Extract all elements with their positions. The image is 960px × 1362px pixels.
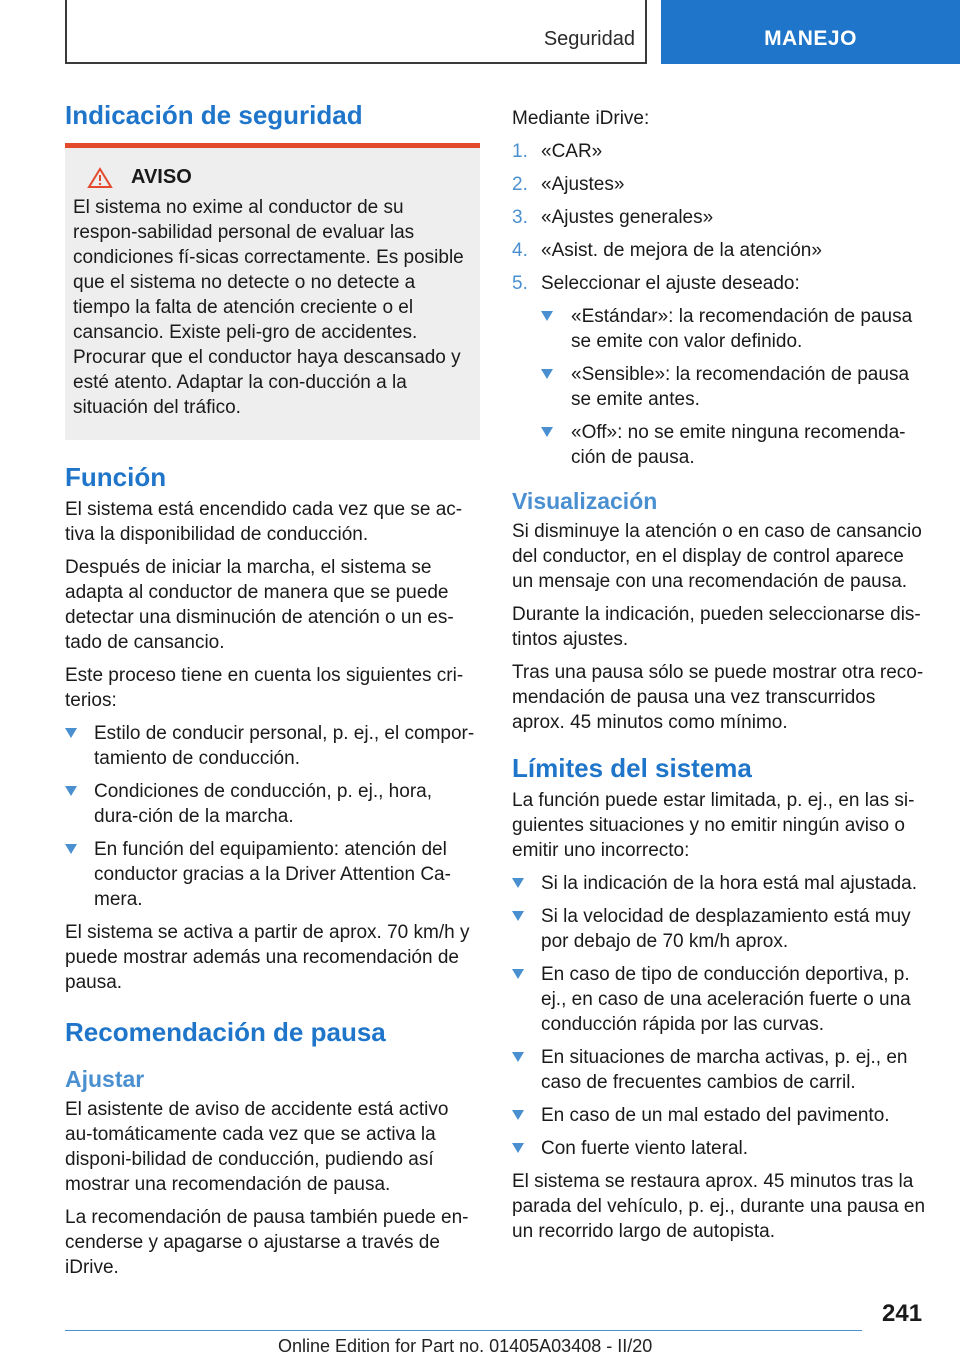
list-item-text: «Estándar»: la recomendación de pausa se emite con valor definido. [571, 306, 913, 352]
list-item-text: «Asist. de mejora de la atención» [541, 240, 822, 261]
list-item [541, 304, 930, 354]
bullet-triangle-icon [65, 844, 77, 854]
limits-list [512, 871, 930, 1161]
options-list [541, 304, 930, 470]
footer-edition: Online Edition for Part no. 01405A03408 - II/20 [278, 1336, 653, 1356]
list-item [512, 238, 930, 263]
right-column [512, 100, 930, 1252]
list-item [512, 139, 930, 164]
bullet-triangle-icon [512, 1052, 524, 1062]
bullet-triangle-icon [512, 1143, 524, 1153]
heading-funcion: Función [65, 462, 167, 492]
list-item [512, 172, 930, 197]
paragraph: Este proceso tiene en cuenta los siguientes cri-terios: [65, 665, 464, 711]
list-item-text: «Sensible»: la recomendación de pausa se emite antes. [571, 364, 910, 410]
header-section-title: Seguridad [543, 28, 635, 50]
bullet-triangle-icon [541, 369, 553, 379]
criteria-list [65, 721, 480, 912]
list-item-text: Si la velocidad de desplazamiento está muy por debajo de 70 km/h aprox. [541, 906, 911, 952]
warning-text: El sistema no exime al conductor de su respon-sabilidad personal de evaluar las condiciones fí-sicas correctamente. Es posible que el sistema no detecte o no detecte a tiempo la falta de atención creciente o el cansancio. Existe peli-gro de accidentes. Procurar que el conductor haya descansado y esté atento. Adaptar la con-ducción a la situación del tráfico. [73, 197, 464, 418]
list-item-text: «Ajustes generales» [541, 207, 714, 228]
list-item-text: En situaciones de marcha activas, p. ej., en caso de frecuentes cambios de carril. [541, 1047, 908, 1093]
paragraph: El asistente de aviso de accidente está activo au-tomáticamente cada vez que se activa la disponi-bilidad de conducción, pudiendo así mostrar una recomendación de pausa. [65, 1099, 449, 1195]
paragraph: Después de iniciar la marcha, el sistema se adapta al conductor de manera que se puede detectar una disminución de atención o un es-tado de cansancio. [65, 557, 454, 653]
paragraph: Tras una pausa sólo se puede mostrar otra reco-mendación de pausa una vez transcurridos aprox. 45 minutos como mínimo. [512, 662, 924, 733]
paragraph: La recomendación de pausa también puede en-cenderse y apagarse o ajustarse a través de iDrive. [65, 1207, 469, 1278]
list-item-text: Condiciones de conducción, p. ej., hora, dura-ción de la marcha. [94, 781, 432, 827]
heading-visualizacion: Visualización [512, 488, 658, 514]
list-item [512, 871, 930, 896]
list-item [512, 1045, 930, 1095]
paragraph: La función puede estar limitada, p. ej., en las si-guientes situaciones y no emitir ningún aviso o emitir uno incorrecto: [512, 790, 915, 861]
paragraph: El sistema se activa a partir de aprox. 70 km/h y puede mostrar además una recomendación de pausa. [65, 922, 470, 993]
list-item-text: «CAR» [541, 141, 603, 162]
list-item [65, 721, 480, 771]
bullet-triangle-icon [512, 878, 524, 888]
list-item [65, 779, 480, 829]
list-item [512, 962, 930, 1037]
list-item-text: Estilo de conducir personal, p. ej., el compor-tamiento de conducción. [94, 723, 475, 769]
heading-recomendacion: Recomendación de pausa [65, 1017, 386, 1047]
list-item-text: «Ajustes» [541, 174, 625, 195]
bullet-triangle-icon [512, 911, 524, 921]
bullet-triangle-icon [541, 311, 553, 321]
step-number: 1. [512, 141, 528, 162]
page-number: 241 [882, 1300, 923, 1327]
paragraph: Mediante iDrive: [512, 108, 650, 129]
warning-box [65, 148, 480, 440]
list-item [512, 904, 930, 954]
bullet-triangle-icon [65, 786, 77, 796]
section-title: Indicación de seguridad [65, 100, 480, 148]
paragraph: El sistema se restaura aprox. 45 minutos tras la parada del vehículo, p. ej., durante una pausa en un recorrido largo de autopista. [512, 1171, 926, 1242]
list-item [65, 837, 480, 912]
warning-label: AVISO [131, 166, 192, 188]
list-item-text: Con fuerte viento lateral. [541, 1138, 749, 1159]
list-item-text: Si la indicación de la hora está mal ajustada. [541, 873, 918, 894]
step-number: 3. [512, 207, 528, 228]
list-item-text: En caso de tipo de conducción deportiva, p. ej., en caso de una aceleración fuerte o una conducción rápida por las curvas. [541, 964, 911, 1035]
header-chapter-tab[interactable]: MANEJO [661, 0, 960, 64]
left-column [65, 100, 480, 1288]
subheading-ajustar: Ajustar [65, 1066, 145, 1092]
step-number: 2. [512, 174, 528, 195]
bullet-triangle-icon [512, 1110, 524, 1120]
list-item [541, 420, 930, 470]
step-number: 5. [512, 273, 528, 294]
footer-divider [65, 1330, 862, 1331]
list-item [512, 1103, 930, 1128]
list-item [512, 271, 930, 470]
bullet-triangle-icon [65, 728, 77, 738]
step-number: 4. [512, 240, 528, 261]
paragraph: El sistema está encendido cada vez que se ac-tiva la disponibilidad de conducción. [65, 499, 463, 545]
warning-triangle-icon [87, 167, 113, 189]
list-item [541, 362, 930, 412]
bullet-triangle-icon [541, 427, 553, 437]
paragraph: Si disminuye la atención o en caso de cansancio del conductor, en el display de control aparece un mensaje con una recomendación de pausa. [512, 521, 922, 592]
list-item-text: Seleccionar el ajuste deseado: [541, 273, 800, 294]
list-item [512, 205, 930, 230]
heading-limites: Límites del sistema [512, 753, 752, 783]
list-item-text: En caso de un mal estado del pavimento. [541, 1105, 890, 1126]
list-item [512, 1136, 930, 1161]
list-item-text: «Off»: no se emite ninguna recomenda-ción de pausa. [571, 422, 906, 468]
paragraph: Durante la indicación, pueden seleccionarse dis-tintos ajustes. [512, 604, 921, 650]
bullet-triangle-icon [512, 969, 524, 979]
list-item-text: En función del equipamiento: atención del conductor gracias a la Driver Attention Ca-mera. [94, 839, 451, 910]
warning-header [87, 166, 472, 189]
steps-list [512, 139, 930, 470]
